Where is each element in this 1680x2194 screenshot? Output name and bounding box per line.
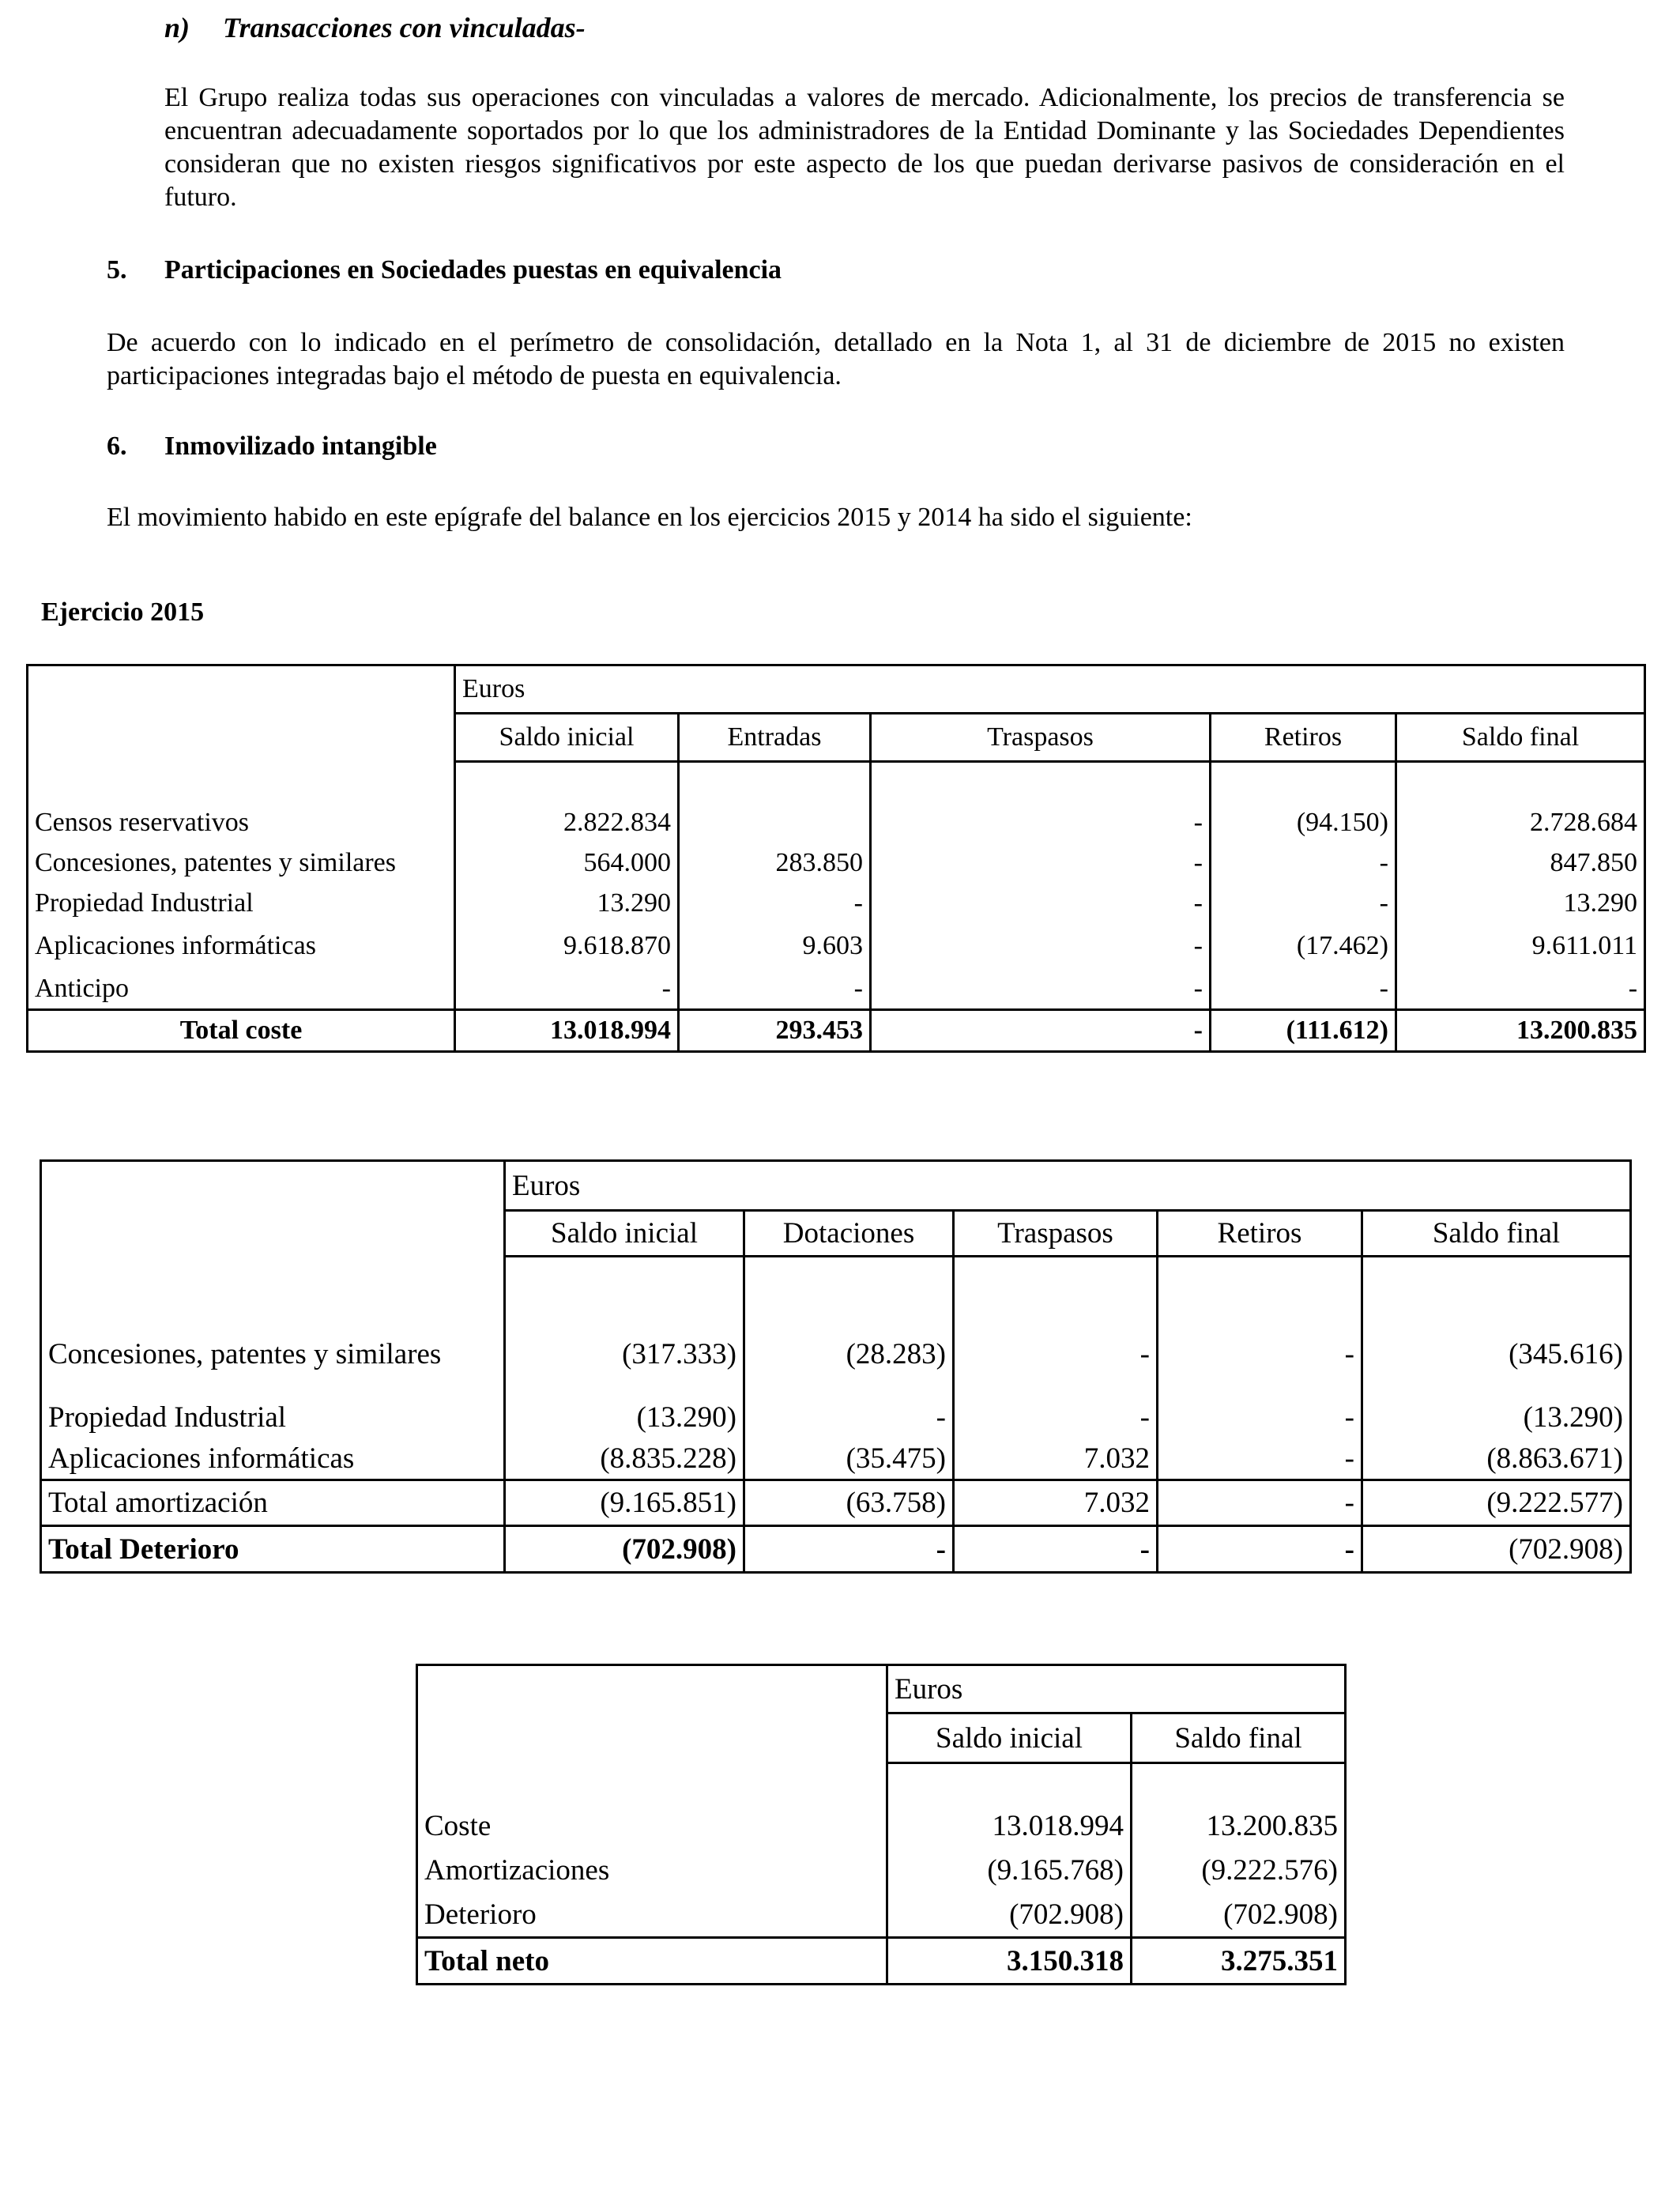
- row-label: Coste: [417, 1804, 887, 1848]
- cell: -: [1211, 883, 1396, 923]
- cell: 13.290: [1396, 883, 1645, 923]
- cell: (702.908): [887, 1892, 1132, 1938]
- table-neto-header: Saldo inicial: [887, 1713, 1132, 1763]
- cell: -: [871, 802, 1211, 843]
- cell: -: [1396, 968, 1645, 1010]
- cell: -: [679, 968, 871, 1010]
- cell: -: [871, 1010, 1211, 1052]
- cell: -: [679, 883, 871, 923]
- cell: (702.908): [505, 1526, 744, 1573]
- table-coste-corner: [28, 665, 455, 762]
- cell: (9.165.851): [505, 1480, 744, 1526]
- table-row: [28, 883, 1645, 923]
- total-label: Total coste: [28, 1010, 455, 1052]
- cell: (13.290): [505, 1379, 744, 1438]
- table-neto: [416, 1664, 1347, 1985]
- section-n-title: Transacciones con vinculadas-: [223, 12, 586, 43]
- cell: -: [1158, 1379, 1362, 1438]
- cell: (9.222.577): [1362, 1480, 1631, 1526]
- cell: -: [1158, 1438, 1362, 1480]
- total-label: Total neto: [417, 1938, 887, 1985]
- table-coste-header: Entradas: [679, 714, 871, 762]
- table-amortizacion: [40, 1159, 1632, 1574]
- section-5-number: 5.: [107, 255, 127, 285]
- cell: -: [871, 843, 1211, 883]
- table-amortizacion-corner: [41, 1161, 505, 1257]
- table-row: [41, 1379, 1631, 1438]
- cell: -: [1158, 1480, 1362, 1526]
- cell: 293.453: [679, 1010, 871, 1052]
- cell: (13.290): [1362, 1379, 1631, 1438]
- row-label: Propiedad Industrial: [28, 883, 455, 923]
- row-label: Aplicaciones informáticas: [41, 1438, 505, 1480]
- cell: -: [1211, 968, 1396, 1010]
- table-amortizacion-header: Traspasos: [954, 1211, 1158, 1257]
- table-coste-currency: Euros: [455, 665, 1645, 714]
- cell: 3.275.351: [1132, 1938, 1346, 1985]
- cell: -: [1158, 1305, 1362, 1379]
- table-amortizacion-header: Dotaciones: [744, 1211, 954, 1257]
- table-coste: [26, 664, 1646, 1053]
- cell: 13.200.835: [1396, 1010, 1645, 1052]
- cell: 3.150.318: [887, 1938, 1132, 1985]
- cell: (63.758): [744, 1480, 954, 1526]
- cell: -: [871, 883, 1211, 923]
- table-row: [417, 1848, 1346, 1892]
- cell: 283.850: [679, 843, 871, 883]
- table-neto-header: Saldo final: [1132, 1713, 1346, 1763]
- table-row: [41, 1305, 1631, 1379]
- table-total-row: [417, 1938, 1346, 1985]
- table-row: [417, 1804, 1346, 1848]
- row-label: Concesiones, patentes y similares: [28, 843, 455, 883]
- table-total-row: [41, 1480, 1631, 1526]
- section-5-title: Participaciones en Sociedades puestas en equivalencia: [164, 255, 782, 285]
- cell: 2.822.834: [455, 802, 679, 843]
- table-row: [41, 1438, 1631, 1480]
- cell: -: [954, 1305, 1158, 1379]
- cell: 7.032: [954, 1438, 1158, 1480]
- cell: 2.728.684: [1396, 802, 1645, 843]
- row-label: Concesiones, patentes y similares: [41, 1305, 505, 1379]
- cell: 9.618.870: [455, 923, 679, 968]
- cell: (317.333): [505, 1305, 744, 1379]
- row-label: Deterioro: [417, 1892, 887, 1938]
- cell: -: [455, 968, 679, 1010]
- table-row: [28, 802, 1645, 843]
- cell: 13.018.994: [887, 1804, 1132, 1848]
- cell: (8.835.228): [505, 1438, 744, 1480]
- section-6-paragraph: El movimiento habido en este epígrafe del balance en los ejercicios 2015 y 2014 ha sido el siguiente:: [107, 503, 1192, 532]
- table-row: [28, 968, 1645, 1010]
- cell: -: [871, 923, 1211, 968]
- cell: (9.165.768): [887, 1848, 1132, 1892]
- table-row: [417, 1892, 1346, 1938]
- cell: 7.032: [954, 1480, 1158, 1526]
- table-coste-header: Saldo final: [1396, 714, 1645, 762]
- cell: 564.000: [455, 843, 679, 883]
- table-row: [28, 923, 1645, 968]
- cell: -: [1158, 1526, 1362, 1573]
- total-deterioro-label: Total Deterioro: [41, 1526, 505, 1573]
- table-total-row: [28, 1010, 1645, 1052]
- cell: (28.283): [744, 1305, 954, 1379]
- ejercicio-label: Ejercicio 2015: [41, 598, 205, 627]
- cell: (702.908): [1132, 1892, 1346, 1938]
- table-coste-header: Saldo inicial: [455, 714, 679, 762]
- table-amortizacion-header: Saldo inicial: [505, 1211, 744, 1257]
- cell: (9.222.576): [1132, 1848, 1346, 1892]
- section-5-heading: [107, 255, 782, 285]
- row-label: Anticipo: [28, 968, 455, 1010]
- row-label: Censos reservativos: [28, 802, 455, 843]
- cell: (94.150): [1211, 802, 1396, 843]
- cell: -: [744, 1379, 954, 1438]
- table-neto-currency: Euros: [887, 1665, 1346, 1713]
- section-6-heading: [107, 432, 437, 462]
- cell: 9.603: [679, 923, 871, 968]
- cell: (8.863.671): [1362, 1438, 1631, 1480]
- total-amortizacion-label: Total amortización: [41, 1480, 505, 1526]
- section-6-number: 6.: [107, 432, 127, 461]
- cell: (345.616): [1362, 1305, 1631, 1379]
- section-n-letter: n): [164, 12, 190, 43]
- cell: -: [954, 1379, 1158, 1438]
- cell: -: [871, 968, 1211, 1010]
- cell: 9.611.011: [1396, 923, 1645, 968]
- table-total-row: [41, 1526, 1631, 1573]
- cell: -: [1211, 843, 1396, 883]
- table-coste-header: Traspasos: [871, 714, 1211, 762]
- row-label: Propiedad Industrial: [41, 1379, 505, 1438]
- section-5-paragraph: De acuerdo con lo indicado en el perímetro de consolidación, detallado en la Nota 1, al 31 de diciembre de 2015 no existen participaciones integradas bajo el método de puesta en equivalencia.: [107, 328, 1565, 390]
- cell: (111.612): [1211, 1010, 1396, 1052]
- table-neto-corner: [417, 1665, 887, 1763]
- cell: -: [744, 1526, 954, 1573]
- table-coste-header: Retiros: [1211, 714, 1396, 762]
- cell: 847.850: [1396, 843, 1645, 883]
- table-amortizacion-header: Retiros: [1158, 1211, 1362, 1257]
- cell: (702.908): [1362, 1526, 1631, 1573]
- table-amortizacion-currency: Euros: [505, 1161, 1631, 1211]
- cell: (17.462): [1211, 923, 1396, 968]
- table-amortizacion-header: Saldo final: [1362, 1211, 1631, 1257]
- table-row: [28, 843, 1645, 883]
- cell: 13.200.835: [1132, 1804, 1346, 1848]
- cell: 13.290: [455, 883, 679, 923]
- section-n-heading: [164, 11, 586, 44]
- row-label: Aplicaciones informáticas: [28, 923, 455, 968]
- row-label: Amortizaciones: [417, 1848, 887, 1892]
- section-n-paragraph: El Grupo realiza todas sus operaciones con vinculadas a valores de mercado. Adicionalmente, los precios de transferencia se encuentran adecuadamente soportados por lo que los administradores de la Entidad Dominante y las Sociedades Dependientes consideran que no existen riesgos significativos por este aspecto de los que puedan derivarse pasivos de consideración en el futuro.: [164, 83, 1565, 212]
- cell: 13.018.994: [455, 1010, 679, 1052]
- section-6-title: Inmovilizado intangible: [164, 432, 437, 461]
- cell: [679, 802, 871, 843]
- cell: -: [954, 1526, 1158, 1573]
- cell: (35.475): [744, 1438, 954, 1480]
